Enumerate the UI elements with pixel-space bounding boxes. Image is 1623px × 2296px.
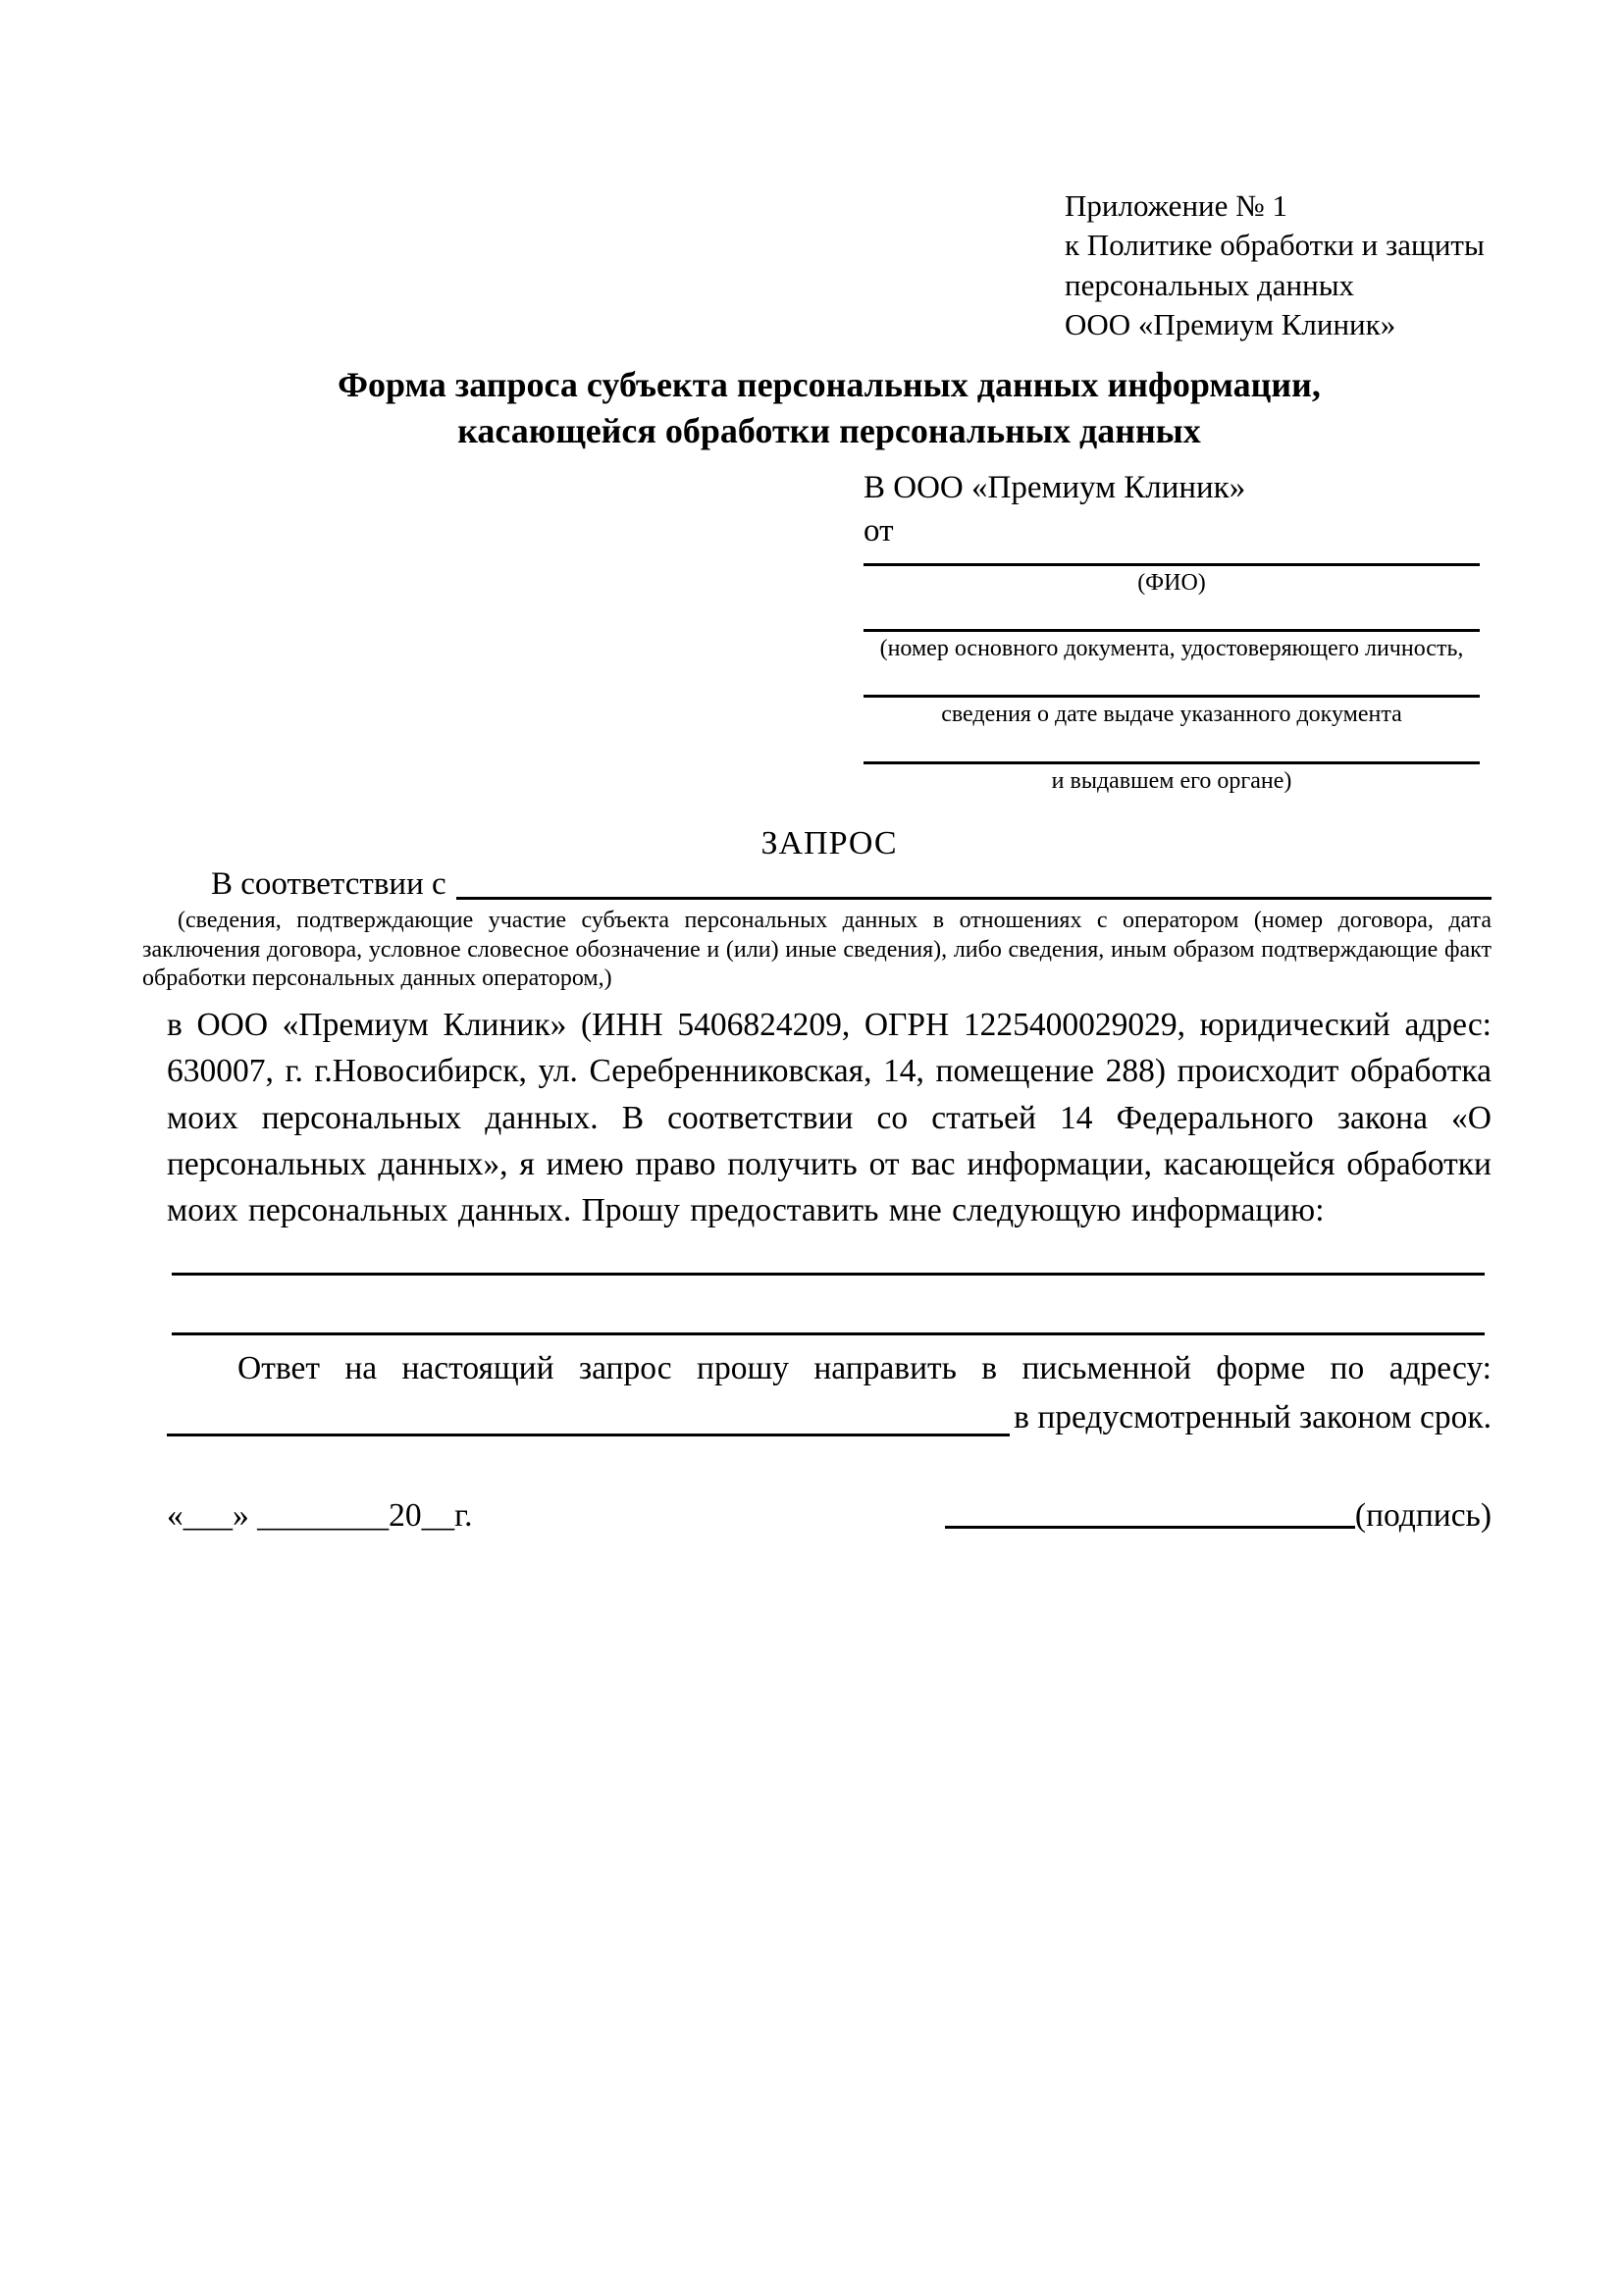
appendix-header-line-3: персональных данных [1065,267,1355,302]
date-blank-text: «___» ________20__г. [167,1496,473,1534]
addressee-from: от [864,513,894,549]
document-number-caption: (номер основного документа, удостоверяющего личность, [879,636,1464,662]
signature-group [945,1497,1492,1535]
requested-info-blank-line-1 [172,1273,1485,1276]
document-issue-date-blank-line [864,663,1480,698]
addressee-to: В ООО «Премиум Клиник» [864,469,1246,505]
appendix-header-line-4: ООО «Премиум Клиник» [1065,306,1396,341]
document-title-line-2: касающейся обработки персональных данных [457,410,1201,450]
request-body-paragraph: в ООО «Премиум Клиник» (ИНН 5406824209, ОГРН 1225400029029, юридический адрес: 630007, г. г.Новосибирск, ул. Серебренниковская, 14, помещение 288) происходит обработка моих персональных данных. В соответствии со статьей 14 Федерального закона «О персональных данных», я имею право получить от вас информации, касающейся обработки моих персональных данных. Прошу предоставить мне следующую информацию: [167,1007,1492,1229]
signature-caption: (подпись) [1354,1496,1492,1534]
reply-address-suffix: в предусмотренный законом срок. [1014,1398,1492,1435]
addressee-block [864,466,1492,796]
document-number-blank-line [864,598,1480,632]
basis-fine-print: (сведения, подтверждающие участие субъекта персональных данных в отношениях с оператором (номер договора, дата заключения договора, условное словесное обозначение и (или) иные сведения), либо сведения, иным образом подтверждающие факт обработки персональных данных оператором,) [142,907,1492,992]
document-title-line-1: Форма запроса субъекта персональных данных информации, [338,365,1321,405]
reply-address-sentence: Ответ на настоящий запрос прошу направить в письменной форме по адресу: [237,1350,1492,1387]
fio-caption: (ФИО) [1137,569,1206,596]
date-signature-row [167,1497,1492,1535]
appendix-header-line-1: Приложение № 1 [1065,188,1287,223]
basis-line [167,866,1492,903]
appendix-header [1065,186,1492,344]
basis-blank-line [456,897,1492,900]
document-issuer-blank-line [864,730,1480,764]
document-title [167,362,1492,454]
fio-blank-line [864,553,1480,566]
requested-info-blank-line-2 [172,1332,1485,1335]
document-issue-date-caption: сведения о дате выдаче указанного документа [941,702,1402,728]
request-heading: ЗАПРОС [760,824,898,861]
document-issuer-caption: и выдавшем его органе) [1051,767,1292,794]
reply-address-blank-line [167,1434,1010,1436]
basis-prefix: В соответствии с [211,865,446,902]
signature-blank-line [945,1526,1355,1529]
reply-address-line [167,1394,1492,1440]
appendix-header-line-2: к Политике обработки и защиты [1065,228,1485,263]
